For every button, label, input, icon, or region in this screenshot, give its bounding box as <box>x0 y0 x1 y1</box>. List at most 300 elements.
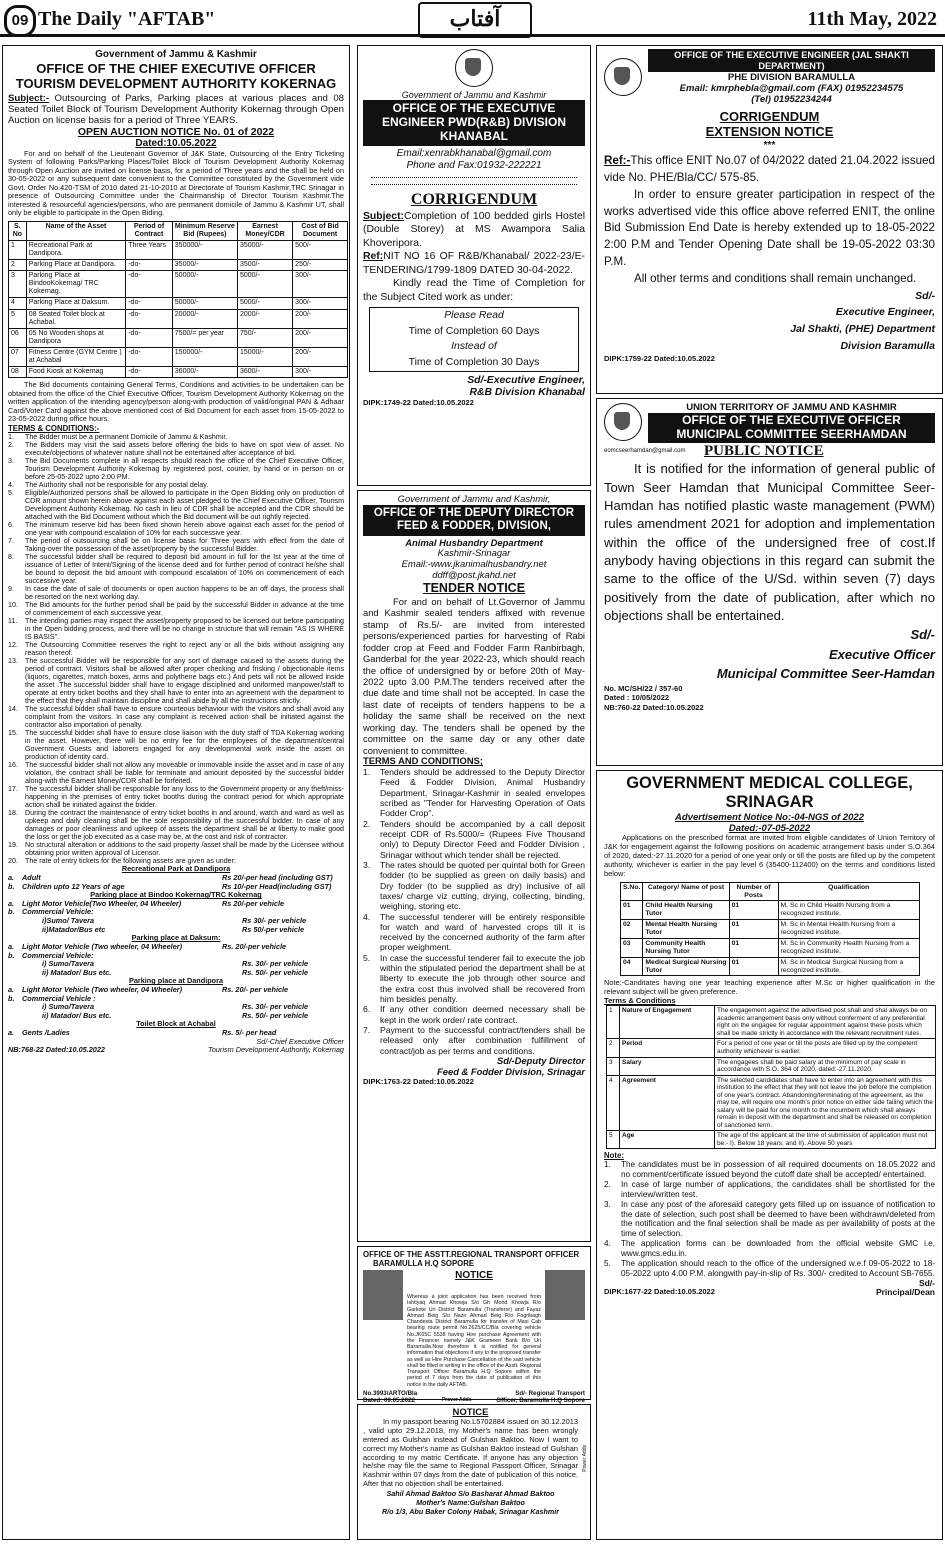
list-item <box>8 617 344 641</box>
ut-heading: UNION TERRITORY OF JAMMU AND KASHMIR <box>686 402 897 413</box>
table-cell: M. Sc in Mental Health Nursing from a recognized institute. <box>778 920 920 939</box>
rate-item: Light Motor Vehicle (Two wheeler, 04 Wheeler) <box>22 984 183 994</box>
rate-item: Light Motor Vehicle (Two wheeler, 04 Wheeler) <box>22 941 183 951</box>
rate-item: Gents /Ladies <box>22 1027 70 1037</box>
item-number: 8. <box>8 552 14 561</box>
table-cell: 06 <box>9 328 27 347</box>
sign-line-2: Jal Shakti, (PHE) Department <box>790 323 935 336</box>
table-cell: 01 <box>729 957 778 976</box>
table-row <box>621 938 920 957</box>
rate-item: Adult <box>22 873 41 883</box>
table-cell: 08 <box>9 367 27 378</box>
table-cell: -do- <box>126 328 173 347</box>
rate-item: ii) Matador/ Bus etc. <box>42 1010 112 1020</box>
notice-number: No. MC/SH/22 / 357-60 <box>604 683 683 693</box>
table-header-cell: Qualification <box>778 882 920 901</box>
list-item <box>8 729 344 761</box>
newspaper-name: The Daily "AFTAB" <box>38 8 216 30</box>
item-number: 6. <box>8 520 14 529</box>
ref-label: Ref:- <box>604 154 631 168</box>
table-header-cell: Minimum Reserve Bid (Rupees) <box>172 221 237 240</box>
table-cell: -do- <box>126 298 173 309</box>
rate-letter: a. <box>8 1027 15 1037</box>
completion-box <box>369 307 579 371</box>
item-number: 19. <box>8 841 18 850</box>
table-cell: 2 <box>607 1039 620 1057</box>
table-header-cell: Earnest Money/CDR <box>237 221 292 240</box>
college-heading: GOVERNMENT MEDICAL COLLEGE, SRINAGAR <box>626 774 913 812</box>
table-cell: 15000/- <box>237 347 292 366</box>
list-item <box>363 767 585 819</box>
item-text: The successful bidder shall have to ensure courteous behaviour with the visitors and shall avoid any complaint from the visitors. In case any complaint is received action shall be initiated against the contractor also importation of penalty. <box>25 705 344 730</box>
list-item <box>363 860 585 912</box>
table-row <box>9 271 348 298</box>
table-header-cell: Period of Contract <box>126 221 173 240</box>
list-item <box>604 1160 935 1180</box>
table-row <box>9 367 348 378</box>
rate-value: Rs. 20/-per vehicle <box>222 941 287 951</box>
table-cell: 50000/- <box>172 298 237 309</box>
list-item <box>8 441 344 457</box>
rate-letter: a. <box>8 941 15 951</box>
rate-letter <box>8 1012 22 1021</box>
emblem-icon <box>455 49 493 87</box>
ref-text: This office ENIT No.07 of 04/2022 dated 21.04.2022 issued vide No. PHE/Bla/CC/ 575-85. <box>604 154 935 184</box>
rate-item: Children upto 12 Years of age <box>22 881 125 891</box>
item-number: 3. <box>363 859 371 870</box>
table-cell: Child Health Nursing Tutor <box>643 901 729 920</box>
ref-text: NIT NO 16 OF R&B/Khanabal/ 2022-23/E-TENDERING/1799-1809 DATED 30-04-2022. <box>363 251 585 276</box>
table-row <box>9 298 348 309</box>
list-item <box>363 912 585 953</box>
table-cell: Medical Surgical Nursing Tutor <box>643 957 729 976</box>
page-header <box>0 0 945 37</box>
table-row <box>621 901 920 920</box>
table-cell: 2000/- <box>237 309 292 328</box>
table-cell: M. Sc in Medical Surgical Nursing from a recognized institute. <box>778 957 920 976</box>
table-row <box>9 328 348 347</box>
table-cell: The selected candidates shall have to enter into an agreement with this institution to the effect that they will not leave the job before the completion of one year's contract. Abandoning/terminating of the agreement, as the may be, will require one month's prior notice on either side failing which the salary will be paid for one month to the incumbent which shall always remain in deposit with the department and shall be released on completion of sanctioned term. <box>715 1075 936 1131</box>
item-number: 4. <box>8 480 14 489</box>
item-text: The successful bidder shall be required to deposit bid amount in full for the Ist year at the time of issuance of Letter of Intent/Signing of the license deed and for further period of contract he/she shall be bound to deposit the bid amount with compound escalation of 10% on commencement of each successive year. <box>25 552 344 585</box>
item-text: If any other condition deemed necessary shall be kept in the work order/ rate contract. <box>380 1004 585 1025</box>
body-text-2: All other terms and conditions shall remain unchanged. <box>634 271 917 285</box>
table-cell: Nature of Engagement <box>620 1006 715 1039</box>
posts-table <box>620 882 920 977</box>
table-cell: Mental Health Nursing Tutor <box>643 920 729 939</box>
gov-heading: Government of Jammu and Kashmir <box>401 89 547 100</box>
rate-item: Commercial Vehicle: <box>22 950 94 960</box>
rate-letter: a. <box>8 873 15 883</box>
item-number: 17. <box>8 785 18 794</box>
item-number: 3. <box>604 1199 611 1209</box>
dip-number: DIPK:1763-22 Dated:10.05.2022 <box>363 1076 474 1086</box>
item-text: In case the successful tenderer fail to execute the job within the stipulated period the department shall be at liberty to execute the job through other source and the extra cost thus involved shall be recovered from him besides penalty. <box>380 952 585 1005</box>
item-number: 20. <box>8 857 18 866</box>
table-cell: The age of the applicant at the time of submission of application must not be:- I). Below 18 years; and II). Above 50 years <box>715 1131 936 1149</box>
item-text: The successful tenderer will be entirely responsible for watch and ward of harvested crops till it is received by the concerned authority of the farm after proper weighment. <box>380 911 585 953</box>
table-cell: 01 <box>729 938 778 957</box>
item-text: Tenders should be addressed to the Deputy Director Feed & Fodder Division, Animal Husbandry Department, Srinagar-Kashmir in sealed envelopes scribed as "Tender for Harvesting Operation of Oats Fodder Crop". <box>380 767 585 819</box>
corrigendum-title: CORRIGENDUM <box>410 191 538 209</box>
table-row <box>621 920 920 939</box>
instead-label: Instead of <box>451 341 497 353</box>
list-item <box>8 809 344 841</box>
table-header-cell: S.No. <box>621 882 643 901</box>
note-title: Note: <box>604 1151 624 1161</box>
rate-letter <box>8 1003 22 1012</box>
item-text: The candidates must be in possession of all required documents on 18.05.2022 and no comment/certificate issued beyond the cutoff date shall be accepted/ entertained. <box>621 1160 935 1180</box>
item-text: In case the date of sale of documents or open auction happens to be an off days, the process shall be resorted on the next working day. <box>25 584 344 601</box>
table-row <box>607 1039 936 1057</box>
emblem-icon <box>604 58 642 96</box>
table-cell: -do- <box>126 367 173 378</box>
table-cell: Parking Place at Daksum. <box>26 298 126 309</box>
pwd-corrigendum <box>357 45 591 486</box>
list-item <box>8 641 344 657</box>
notice-title: OPEN AUCTION NOTICE No. 01 of 2022 <box>77 126 275 139</box>
arto-notice <box>357 1246 591 1404</box>
sign-line-3: Division Baramulla <box>840 339 935 352</box>
rate-item: ii) Matador/ Bus etc. <box>42 967 112 977</box>
item-number: 9. <box>8 584 14 593</box>
sd-mark: Sd/- <box>910 627 935 643</box>
sign-line-1: Sd/-Deputy Director <box>496 1054 585 1066</box>
terms-title: TERMS AND CONDITIONS; <box>363 755 483 767</box>
table-cell: M. Sc in Community Health Nursing from a recognized institute. <box>778 938 920 957</box>
table-cell: 200/- <box>293 347 348 366</box>
item-number: 12. <box>8 640 18 649</box>
table-cell: 02 <box>621 920 643 939</box>
table-cell: 2 <box>9 259 27 270</box>
table-header-cell: Cost of Bid Document <box>293 221 348 240</box>
item-text: The Outsourcing Committee reserves the right to reject any or all the bids without assigning any reason thereof. <box>25 640 344 657</box>
table-cell: 20000/- <box>172 309 237 328</box>
rate-value: Rs 10/-per Head(including GST) <box>222 881 332 891</box>
rate-letter <box>8 926 22 935</box>
table-header-cell: S. No <box>9 221 27 240</box>
sign-line-2: Tourism Development Authority, Kokernag <box>207 1045 344 1055</box>
table-cell: 150000/- <box>172 347 237 366</box>
email: Email: kmrphebla@gmail.com (FAX) 01952234575 <box>679 83 904 95</box>
rate-item: Commercial Vehicle: <box>22 907 94 917</box>
city: Kashmir-Srinagar <box>437 547 511 559</box>
table-row <box>9 259 348 270</box>
item-text: The successful bidder shall be responsible for any loss to the Government property or any theft/miss-happening in the premises of entry ticket booths during the contract period for which appropriate action shall be initiated against the bidder. <box>25 785 344 810</box>
body-text: In order to ensure greater participation in respect of the works advertised vide this office above referred ENIT, the online Bid Submission End Date is hereby extended up to 18-05-2022 2:00 P.M and Tender Opening Date shall be 19-05-2022 03:30 P.M. <box>604 187 935 268</box>
item-number: 1. <box>363 767 371 778</box>
table-header-cell: Name of the Asset <box>26 221 126 240</box>
item-number: 2. <box>8 440 14 449</box>
table-cell: 5000/- <box>237 271 292 298</box>
list-item <box>8 657 344 705</box>
table-cell: 300/- <box>293 367 348 378</box>
list-item <box>363 819 585 860</box>
table-cell: 300/- <box>293 298 348 309</box>
agency: Prover Adds <box>441 1397 472 1404</box>
ref-label: Ref: <box>363 251 384 263</box>
item-text: The Bid Documents complete in all respects should reach the office of the Chief Executive Officer, Tourism Development Authority Kokernag by registered post, courier, by hand or in person on or before 25-05-2022 upto 2:00 PM. <box>25 456 344 481</box>
list-item <box>8 489 344 521</box>
item-number: 4. <box>604 1239 611 1249</box>
table-cell: Recreational Park at Dandipora. <box>26 240 126 259</box>
list-item <box>8 601 344 617</box>
table-row <box>9 347 348 366</box>
table-cell: Food Kiosk at Kokernag <box>26 367 126 378</box>
table-cell: 35000/- <box>237 240 292 259</box>
gmc-advertisement <box>596 770 943 1540</box>
table-row <box>607 1006 936 1039</box>
tender-title: TENDER NOTICE <box>422 581 526 596</box>
list-item <box>363 1004 585 1025</box>
list-item <box>604 1259 935 1279</box>
rates-section <box>8 865 344 1037</box>
notice-title: NOTICE <box>455 1270 493 1282</box>
notice-title: PUBLIC NOTICE <box>704 442 824 459</box>
table-cell: 3500/- <box>237 259 292 270</box>
table-cell: Period <box>620 1039 715 1057</box>
sign-line-2: Officer, Baramulla H.Q Sopore <box>496 1397 585 1404</box>
sign-line-1: Executive Officer <box>829 646 935 662</box>
rate-item: i)Sumo/ Tavera <box>42 916 95 926</box>
rate-value: Rs. 30/- per vehicle <box>242 1002 309 1012</box>
table-row <box>607 1075 936 1131</box>
table-row <box>621 957 920 976</box>
table-cell: 08 Seated Toilet block at Achabal. <box>26 309 126 328</box>
dip-number: NB:760-22 Dated:10.05.2022 <box>604 703 704 713</box>
item-text: The Authority shall not be responsible for any postal delay. <box>25 480 209 489</box>
table-cell: 01 <box>621 901 643 920</box>
list-item <box>8 841 344 857</box>
subject-label: Subject: <box>363 210 404 222</box>
list-item <box>604 1239 935 1259</box>
tel: (Tel) 01952234244 <box>751 94 832 106</box>
item-number: 14. <box>8 705 18 714</box>
body-text: Whereas a joint application has been received from Ishtiyaq Ahmad Khowja S/o Gh Mohd Khowja R/o Garkote Uri District Baramulla (Transferor) and Fayaz Ahmad Beig S/o Nazir Ahmad Beig R/o Fogribagh Chandesta District Baramulla for transfer of Maxi Cab bearing route permit No.2625/CC/Bla covering vehicle No.JK05C 5538 having Hire purchase Agreement with the Financer namely J&K Grameen Bank B/o Uri Baramulla.Now therefore it is notified for general information that objections if any to the proposed transfer as well as Hire Purchase Cancellation of the said vehicle shall be filled in writing in the office of the Asstt. Regional Transport Officer Baramulla H.Q Sopore within the period of 7 days from the date of publication of this notice in the daily AFTAB. <box>407 1294 541 1388</box>
rate-value: Rs. 50/- per vehicle <box>242 1010 309 1020</box>
sign-line: Principal/Dean <box>875 1287 935 1298</box>
item-number: 13. <box>8 657 18 665</box>
body-text: For and on behalf of Lt.Governor of Jammu and Kashmir sealed tenders affixed with revenue stamp of Rs.5/- are invited from interested persons/experienced parties for harvesting of Rabi fodder crop at Feed and Fodder Farm Ranbirbagh, Ganderbal for the year 2022-23, which should reach the office of undersigned by or before 20th of May-2022 upto 3.00 P.M.The tenders received after the due date and time shall not be accepted. In case the last date of receipts of tenders happens to be a holiday the same shall be received on the next working day. The tenders shall be opened by the committee on the same day or any other date convenient to committee. <box>363 595 585 756</box>
table-cell: 5000/- <box>237 298 292 309</box>
rate-letter: b. <box>8 907 15 917</box>
sign-line-1: Sd/- Regional Transport <box>515 1389 585 1397</box>
photo-transferor <box>363 1270 403 1320</box>
table-cell: 3600/- <box>237 367 292 378</box>
sign-line-2: R&B Division Khanabal <box>469 386 585 398</box>
rate-value: Rs 20/-per vehicle <box>222 898 285 908</box>
terms-table <box>606 1005 936 1149</box>
body-text: In my passport bearing No.L5702884 issued on 30.12.2013 , valid upto 29.12.2018, my Mother's name has been wrongly entered as Gulshan instead of Gulshan Baktoo. Now I want to correct my Mother's name as Gulshan Baktoo instead of Gulshan according to my matric Certificate. If anyone has any objection he/she may file the same to Regional Passport Officer, Srinagar Kashmir within 07 days from the date of publication of this notice. After that no objection shall be entertained. <box>363 1417 578 1489</box>
table-row <box>9 309 348 328</box>
tourism-auction-notice <box>2 45 350 1540</box>
sign-line-2: Feed & Fodder Division, Srinagar <box>437 1065 585 1077</box>
rate-value: Rs. 30/- per vehicle <box>242 959 309 969</box>
rate-letter: b. <box>8 950 15 960</box>
table-cell: 1 <box>9 240 27 259</box>
rate-value: Rs 20/-per head (including GST) <box>222 873 333 883</box>
table-row <box>607 1057 936 1075</box>
bid-docs-text: The Bid documents containing General Terms, Conditions and activities to be undertaken can be obtained from the office of the Chief Executive Officer, Tourism Development Authority Kokernag on the written application of the intending agency/person along-with production of valid/original PAN & Adhaar Card/Voter Card against the above mentioned cost of Bid Document for each asset from 15-05-2022 to 23-05-2022 during office hours. <box>8 380 344 424</box>
table-cell: 3 <box>9 271 27 298</box>
intro-text: For and on behalf of the Lieutenant Governor of J&K State, Outsourcing of the Entry Ticketing System of following Parks/Parking Places/Toilet Block of Tourism Development Authority Kokernag through Open Auction are invited on license basis, for a period of Three years and the shall be held on 30-05-2022 or any subsequent date convenient to the Committee constituted by the Government vide Govt. Order No.420-TSM of 2010 dated 21-10-2010 at Directorate of Tourism Kashmir,TRC Srinagar in presence of Outsourcing Committee under the Chairmanship of Director Tourism Kashmir.The interested & resourceful agencies/persons, who are permanent domicile of Jammu & Kashmir UT, shall only be eligible to participate in the Open Biding. <box>8 148 344 218</box>
item-number: 2. <box>604 1180 611 1190</box>
item-text: Payment to the successful contract/tenders shall be released only after combination fulfillment of contract/job as per terms and conditions. <box>380 1024 585 1056</box>
table-cell: Salary <box>620 1057 715 1075</box>
notice-date: Dated: 09.05.2022 <box>363 1397 415 1404</box>
extension-title: EXTENSION NOTICE <box>705 124 834 140</box>
table-cell: 300/- <box>293 271 348 298</box>
table-cell: 03 <box>621 938 643 957</box>
sign-line-2: Mother's Name:Gulshan Baktoo <box>416 1498 525 1508</box>
item-number: 10. <box>8 600 18 609</box>
item-text: The Bidder must be a permanent Domicile of Jammu & Kashmir. <box>25 432 228 441</box>
table-cell: 200/- <box>293 309 348 328</box>
intro-text: Applications on the prescribed format are invited from eligible candidates of Union Territory of J&K for engagement against the following positions on academic arrangement basis under S.O.364 of 2020, dated:-27.11.2020 for a period of one year only or till the posts are filled up by the competent authority, whichever is earlier in the pay level 6 (35400-112400) on the terms and conditions listed below: <box>604 833 936 878</box>
item-text: The successful bidder shall have to ensure close liaison with the duty staff of TDA Kokernag working in the asset. However, there will be no entry fee for the employees of the department/central Government Guests and laborers engaged for any developmental work inside the asset on production of identity card. <box>25 729 344 762</box>
table-cell: Community Health Nursing Tutor <box>643 938 729 957</box>
table-cell: 05 No Wooden shops at Dandipora <box>26 328 126 347</box>
read-label: Please Read <box>444 310 504 322</box>
item-text: The Bidders may visit the said assets before offering the bids to have on spot view of asset. No execute/objections of whatever nature shall not be entertained after acceptance of bid. <box>25 440 344 457</box>
table-header-cell: Number of Posts <box>729 882 778 901</box>
email-2: ddff@post.jkahd.net <box>432 569 516 581</box>
item-text: Tenders should be accompanied by a call deposit receipt CDR of Rs.5000/= (Rupees Five Thousand only) to Deputy Director Feed and Fodder Division , Srinagar without which tender shall be rejected. <box>380 818 585 860</box>
subject-label: Subject:- <box>8 92 50 104</box>
corrigendum-title: CORRIGENDUM <box>719 109 820 125</box>
list-item <box>8 553 344 585</box>
rate-item: ii)Matador/Bus etc <box>42 924 106 934</box>
item-number: 5. <box>8 488 14 497</box>
item-text: The Bid amounts for the further period shall be paid by the successful Bidder in advance at the time of commencement of each successive year. <box>25 600 344 617</box>
terms-list <box>8 433 344 866</box>
emblem-icon <box>604 403 642 441</box>
rate-letter: b. <box>8 881 15 891</box>
item-text: During the contract the maintenance of entry ticket booths in and around, watch and ward as well as upkeep and daily cleaning shall be the sole responsibility of the successful bidder. In case of any damages or poor cleanliness and upkeep of assets the department shall be at liberty to make good the loss or get the job executed as a case may be, at the cost and risk of contractor. <box>25 809 344 842</box>
rate-letter <box>8 969 22 978</box>
sign-line-1: Sd/-Chief Executive Officer <box>256 1036 344 1046</box>
table-cell: 01 <box>729 920 778 939</box>
rate-item: i) Sumo/Tavera <box>42 959 95 969</box>
table-cell: For a period of one year or till the posts are filled up by the competent authority whichever is earlier. <box>715 1039 936 1057</box>
rate-value: Rs. 5/- per head <box>222 1027 277 1037</box>
table-cell: 3 <box>607 1057 620 1075</box>
fodder-tender-notice <box>357 490 591 1242</box>
office-heading: OFFICE OF THE EXECUTIVE OFFICER MUNICIPAL COMMITTEE SEERHAMDAN <box>648 413 935 443</box>
rate-letter: a. <box>8 898 15 908</box>
item-number: 16. <box>8 761 18 770</box>
division-heading: PHE DIVISION BARAMULLA <box>727 72 856 84</box>
dip-number: DIPK:1677-22 Dated:10.05.2022 <box>604 1287 715 1297</box>
item-number: 18. <box>8 809 18 818</box>
sign-line-3: R/o 1/3, Abu Baker Colony Habak, Srinagar Kashmir <box>381 1507 560 1517</box>
issue-date: 11th May, 2022 <box>807 8 937 30</box>
table-cell: -do- <box>126 259 173 270</box>
body-text: Kindly read the Time of Completion for the Subject Cited work as under: <box>363 278 585 303</box>
table-cell: Parking Place at Dandipora. <box>26 259 126 270</box>
item-number: 7. <box>8 536 14 545</box>
list-item <box>8 481 344 489</box>
item-number: 5. <box>363 952 371 963</box>
item-text: The rate of entry tickets for the following assets are given as under: <box>25 857 236 866</box>
table-cell: -do- <box>126 309 173 328</box>
note-preference: Note:-Canditates having one year teaching experience after M.Sc or higher qualification in the relevant subject will be given preference. <box>604 978 935 996</box>
email: Email:xenrabkhanabal@gmail.com <box>396 147 552 159</box>
notice-date: Dated:10.05.2022 <box>135 138 217 150</box>
table-cell: Age <box>620 1131 715 1149</box>
item-text: In case any post of the aforesaid category gets filled up on issuance of notification to the date of selection, such post shall be deemed to have been withdrawn/deleted from the notification and the final selection shall be made as per availability of posts at the time of selection. <box>621 1199 935 1239</box>
item-text: The period of outsourcing shall be on license basis for Three years with effect from the date of Taking-over the possession of the asset/property by the successful Bidder. <box>25 536 344 553</box>
sd-mark: Sd/- <box>915 289 935 302</box>
subject-text: Outsourcing of Parks, Parking places at various places and 08 Seated Toilet Block of Tourism Development Authority Kokernag through Open Auction on license basis for a period of Three YEARS. <box>8 92 344 126</box>
email: Email:-www.jkanimalhusbandry.net <box>401 558 547 570</box>
item-text: The successful Bidder will be responsible for any sort of damage caused to the assets during the period of contract. Visitors shall be allowed after proper checking and frisking / objectionable items (liquors, cigarettes, match boxes, arms and polythene bags etc.) And pets will not be allowed inside the asset .The successful bidder shall have to engage disciplined and uniformed manpower/staff to operate at entry ticket booths and they shall have to enter into an agreement with the department to the effect that they shall maintain discipline and shall abide by all the instructions strictly. <box>25 657 344 706</box>
notice-number: No.3993/ARTO/Bla <box>363 1389 418 1397</box>
item-text: No structural alteration or additions to the said property /asset shall be made by the Licensee without obtaining prior written approval of Licensor. <box>25 841 344 858</box>
table-cell: 4 <box>607 1075 620 1131</box>
list-item <box>8 585 344 601</box>
table-cell: 04 <box>621 957 643 976</box>
table-cell: 35000/- <box>172 259 237 270</box>
office-heading: OFFICE OF THE EXECUTIVE ENGINEER PWD(R&B) DIVISION KHANABAL <box>363 100 585 146</box>
list-item <box>8 761 344 785</box>
table-cell: 07 <box>9 347 27 366</box>
rate-letter: a. <box>8 984 15 994</box>
rate-letter <box>8 960 22 969</box>
item-text: The rates should be quoted per quintal both for Green fodder (to be supplied as green on daily basis) and Dry fodder (to be supplied as dry) inclusive of all taxes/ charge viz cutting, drying, collecting, binding, weighing, storing etc. <box>380 859 585 912</box>
page-number: 09 <box>4 5 36 37</box>
list-item <box>8 785 344 809</box>
table-cell: 750/- <box>237 328 292 347</box>
time-new: Time of Completion 60 Days <box>408 325 540 337</box>
assets-table <box>8 221 348 379</box>
list-item <box>604 1180 935 1200</box>
item-number: 6. <box>363 1004 371 1015</box>
table-cell: -do- <box>126 271 173 298</box>
table-cell: 5 <box>9 309 27 328</box>
rate-item: Light Motor Vehicle(Two Wheeler, 04 Wheeler) <box>22 898 182 908</box>
email: eomcseerhamdan@gmail.com <box>604 448 686 455</box>
list-item <box>8 705 344 729</box>
notice-title: Advertisement Notice No:-04-NGS of 2022 <box>675 812 864 824</box>
dip-number: DIPK:1749-22 Dated:10.05.2022 <box>363 397 474 407</box>
dip-number: NB:768-22 Dated:10.05.2022 <box>8 1045 105 1055</box>
item-text: In case of large number of applications, the candidates shall be shortlisted for the interview/written test. <box>621 1180 935 1199</box>
table-cell: M. Sc in Child Health Nursing from a recognized institute. <box>778 901 920 920</box>
table-cell: 50000/- <box>172 271 237 298</box>
gov-heading: Government of Jammu and Kashmir, <box>397 493 551 504</box>
phe-extension-notice <box>596 45 943 394</box>
dept: Animal Husbandry Department <box>405 536 543 548</box>
rate-letter: b. <box>8 993 15 1003</box>
table-row <box>607 1131 936 1149</box>
terms-list <box>363 767 585 1056</box>
dip-number: DIPK:1759-22 Dated:10.05.2022 <box>604 353 715 363</box>
table-cell: 7500/= per year <box>172 328 237 347</box>
notice-title: NOTICE <box>452 1407 489 1418</box>
table-cell: 36000/- <box>172 367 237 378</box>
agency-vertical: Power Adds <box>582 1445 589 1472</box>
office-heading: OFFICE OF THE DEPUTY DIRECTOR FEED & FODDER, DIVISION, <box>363 505 585 536</box>
rate-value: Rs. 20/- per vehicle <box>222 984 289 994</box>
rates-subtitle: Parking place at Daksum: <box>131 933 221 943</box>
rates-subtitle: Parking place at Dandipora <box>128 976 224 986</box>
table-cell: Fitness Centre (GYM Centre ) at Achabal <box>26 347 126 366</box>
item-number: 4. <box>363 911 371 922</box>
table-cell: 200/- <box>293 328 348 347</box>
sd-mark: Sd/- <box>918 1277 935 1288</box>
place-heading: BARAMULLA H.Q SOPORE <box>373 1259 475 1269</box>
